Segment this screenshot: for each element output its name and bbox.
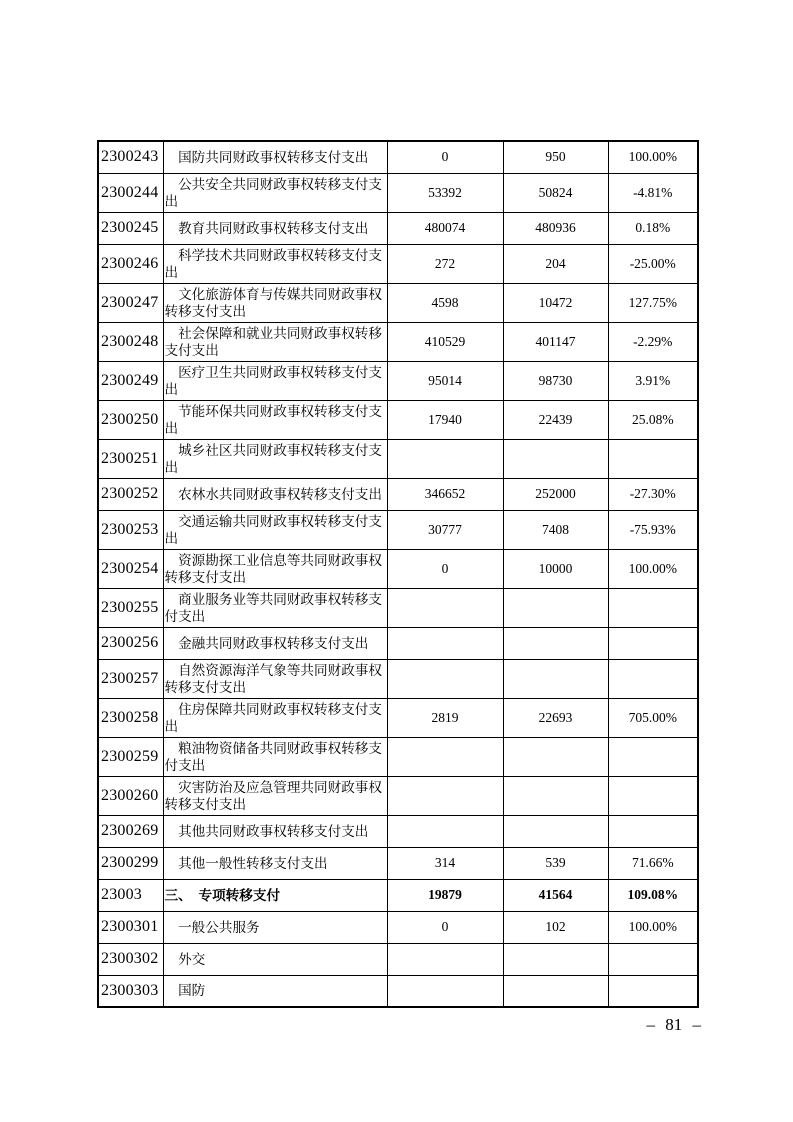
row-value-previous	[387, 776, 503, 815]
table-row	[98, 141, 698, 173]
row-value-current: 22693	[503, 698, 608, 737]
row-change-percent: -2.29%	[608, 322, 698, 361]
row-change-percent: 109.08%	[608, 879, 698, 911]
row-code: 2300251	[98, 439, 163, 478]
row-code: 2300252	[98, 478, 163, 510]
row-description: 交通运输共同财政事权转移支付支出	[164, 513, 382, 546]
row-description: 其他共同财政事权转移支付支出	[178, 823, 369, 839]
row-value-previous	[387, 943, 503, 975]
table-row	[98, 322, 698, 361]
row-code: 2300299	[98, 847, 163, 879]
row-description-cell	[163, 322, 387, 361]
page-number: – 81 –	[646, 1015, 701, 1034]
row-change-percent: 100.00%	[608, 911, 698, 943]
row-value-previous: 410529	[387, 322, 503, 361]
row-description-cell	[163, 588, 387, 627]
row-value-previous: 272	[387, 244, 503, 283]
row-value-current: 480936	[503, 212, 608, 244]
row-value-current: 204	[503, 244, 608, 283]
row-code: 2300253	[98, 510, 163, 549]
table-row	[98, 588, 698, 627]
row-change-percent: 705.00%	[608, 698, 698, 737]
row-description: 商业服务业等共同财政事权转移支付支出	[164, 591, 382, 624]
row-value-previous: 17940	[387, 400, 503, 439]
row-code: 2300256	[98, 627, 163, 659]
table-row	[98, 659, 698, 698]
row-code: 2300260	[98, 776, 163, 815]
row-value-previous	[387, 815, 503, 847]
row-value-current: 539	[503, 847, 608, 879]
table-row	[98, 879, 698, 911]
row-change-percent	[608, 659, 698, 698]
row-value-current	[503, 439, 608, 478]
row-change-percent: 127.75%	[608, 283, 698, 322]
table-row	[98, 361, 698, 400]
row-code: 2300250	[98, 400, 163, 439]
row-value-current: 102	[503, 911, 608, 943]
row-description: 农林水共同财政事权转移支付支出	[178, 486, 382, 502]
row-value-previous: 19879	[387, 879, 503, 911]
row-description: 一般公共服务	[178, 919, 260, 935]
row-description: 金融共同财政事权转移支付支出	[178, 635, 369, 651]
row-change-percent: 0.18%	[608, 212, 698, 244]
row-change-percent	[608, 737, 698, 776]
table-row	[98, 478, 698, 510]
row-description: 粮油物资储备共同财政事权转移支付支出	[164, 740, 382, 773]
row-change-percent: 100.00%	[608, 141, 698, 173]
row-change-percent	[608, 943, 698, 975]
row-code: 2300255	[98, 588, 163, 627]
row-value-previous	[387, 588, 503, 627]
row-value-previous: 30777	[387, 510, 503, 549]
row-value-current: 950	[503, 141, 608, 173]
table-row	[98, 975, 698, 1007]
row-description: 三、 专项转移支付	[164, 887, 281, 903]
row-value-previous	[387, 627, 503, 659]
row-code: 2300258	[98, 698, 163, 737]
row-change-percent: -27.30%	[608, 478, 698, 510]
row-description: 科学技术共同财政事权转移支付支出	[164, 247, 382, 280]
row-description-cell	[163, 549, 387, 588]
row-description-cell	[163, 361, 387, 400]
row-code: 23003	[98, 879, 163, 911]
row-description: 文化旅游体育与传媒共同财政事权转移支付支出	[164, 286, 382, 319]
row-code: 2300303	[98, 975, 163, 1007]
row-code: 2300248	[98, 322, 163, 361]
table-row	[98, 815, 698, 847]
table-row	[98, 212, 698, 244]
row-description-cell	[163, 776, 387, 815]
row-description-cell	[163, 173, 387, 212]
table-row	[98, 627, 698, 659]
row-description-cell	[163, 400, 387, 439]
row-description-cell	[163, 847, 387, 879]
table-row	[98, 776, 698, 815]
row-value-previous	[387, 737, 503, 776]
row-value-current	[503, 659, 608, 698]
row-value-previous	[387, 975, 503, 1007]
row-description-cell	[163, 879, 387, 911]
fiscal-transfer-table	[97, 140, 699, 1008]
row-code: 2300269	[98, 815, 163, 847]
row-value-current: 22439	[503, 400, 608, 439]
row-description: 灾害防治及应急管理共同财政事权转移支付支出	[164, 779, 382, 812]
row-value-current: 252000	[503, 478, 608, 510]
row-value-previous: 0	[387, 911, 503, 943]
row-description: 公共安全共同财政事权转移支付支出	[164, 176, 382, 209]
row-code: 2300254	[98, 549, 163, 588]
row-description: 教育共同财政事权转移支付支出	[178, 220, 369, 236]
row-description-cell	[163, 141, 387, 173]
row-change-percent: 71.66%	[608, 847, 698, 879]
row-change-percent	[608, 776, 698, 815]
row-description: 其他一般性转移支付支出	[178, 855, 328, 871]
row-description-cell	[163, 659, 387, 698]
row-description-cell	[163, 478, 387, 510]
table-row	[98, 244, 698, 283]
row-change-percent	[608, 815, 698, 847]
row-code: 2300302	[98, 943, 163, 975]
row-description-cell	[163, 975, 387, 1007]
row-description: 住房保障共同财政事权转移支付支出	[164, 701, 382, 734]
row-value-current	[503, 943, 608, 975]
row-change-percent: -4.81%	[608, 173, 698, 212]
row-code: 2300245	[98, 212, 163, 244]
row-value-current	[503, 815, 608, 847]
row-value-previous: 0	[387, 141, 503, 173]
row-change-percent: -25.00%	[608, 244, 698, 283]
table-row	[98, 173, 698, 212]
row-description: 国防共同财政事权转移支付支出	[178, 149, 369, 165]
row-description-cell	[163, 737, 387, 776]
table-row	[98, 549, 698, 588]
row-change-percent: 3.91%	[608, 361, 698, 400]
row-description-cell	[163, 911, 387, 943]
row-value-current	[503, 627, 608, 659]
row-value-previous: 0	[387, 549, 503, 588]
row-value-previous: 53392	[387, 173, 503, 212]
row-change-percent	[608, 439, 698, 478]
table-row	[98, 943, 698, 975]
row-value-current	[503, 588, 608, 627]
row-value-current: 98730	[503, 361, 608, 400]
row-description: 资源勘探工业信息等共同财政事权转移支付支出	[164, 552, 382, 585]
row-code: 2300243	[98, 141, 163, 173]
table-row	[98, 510, 698, 549]
row-value-previous: 4598	[387, 283, 503, 322]
row-value-current	[503, 737, 608, 776]
row-description-cell	[163, 212, 387, 244]
row-value-previous: 95014	[387, 361, 503, 400]
row-value-previous: 480074	[387, 212, 503, 244]
row-description: 社会保障和就业共同财政事权转移支付支出	[164, 325, 382, 358]
table-row	[98, 698, 698, 737]
row-code: 2300257	[98, 659, 163, 698]
row-value-current: 10472	[503, 283, 608, 322]
row-value-current: 41564	[503, 879, 608, 911]
row-value-current: 10000	[503, 549, 608, 588]
row-description-cell	[163, 439, 387, 478]
row-value-previous	[387, 439, 503, 478]
row-description: 自然资源海洋气象等共同财政事权转移支付支出	[164, 662, 382, 695]
row-description-cell	[163, 510, 387, 549]
row-code: 2300301	[98, 911, 163, 943]
row-value-current: 50824	[503, 173, 608, 212]
table-row	[98, 439, 698, 478]
row-code: 2300247	[98, 283, 163, 322]
row-description: 节能环保共同财政事权转移支付支出	[164, 403, 382, 436]
row-change-percent: 100.00%	[608, 549, 698, 588]
row-value-current: 401147	[503, 322, 608, 361]
row-description: 外交	[178, 951, 206, 967]
row-value-previous	[387, 659, 503, 698]
row-value-current	[503, 975, 608, 1007]
row-change-percent: 25.08%	[608, 400, 698, 439]
row-description-cell	[163, 943, 387, 975]
row-code: 2300249	[98, 361, 163, 400]
row-description-cell	[163, 283, 387, 322]
row-description: 医疗卫生共同财政事权转移支付支出	[164, 364, 382, 397]
row-description-cell	[163, 815, 387, 847]
row-value-previous: 314	[387, 847, 503, 879]
row-value-current	[503, 776, 608, 815]
row-description: 城乡社区共同财政事权转移支付支出	[164, 442, 382, 475]
row-code: 2300246	[98, 244, 163, 283]
row-code: 2300259	[98, 737, 163, 776]
row-description-cell	[163, 627, 387, 659]
row-change-percent	[608, 975, 698, 1007]
table-row	[98, 283, 698, 322]
table-body	[98, 141, 698, 1007]
table-row	[98, 847, 698, 879]
row-description-cell	[163, 698, 387, 737]
row-value-previous: 346652	[387, 478, 503, 510]
row-value-current: 7408	[503, 510, 608, 549]
row-value-previous: 2819	[387, 698, 503, 737]
row-change-percent	[608, 627, 698, 659]
row-change-percent: -75.93%	[608, 510, 698, 549]
table-row	[98, 400, 698, 439]
row-change-percent	[608, 588, 698, 627]
row-code: 2300244	[98, 173, 163, 212]
table-row	[98, 737, 698, 776]
row-description: 国防	[178, 983, 206, 999]
row-description-cell	[163, 244, 387, 283]
table-row	[98, 911, 698, 943]
